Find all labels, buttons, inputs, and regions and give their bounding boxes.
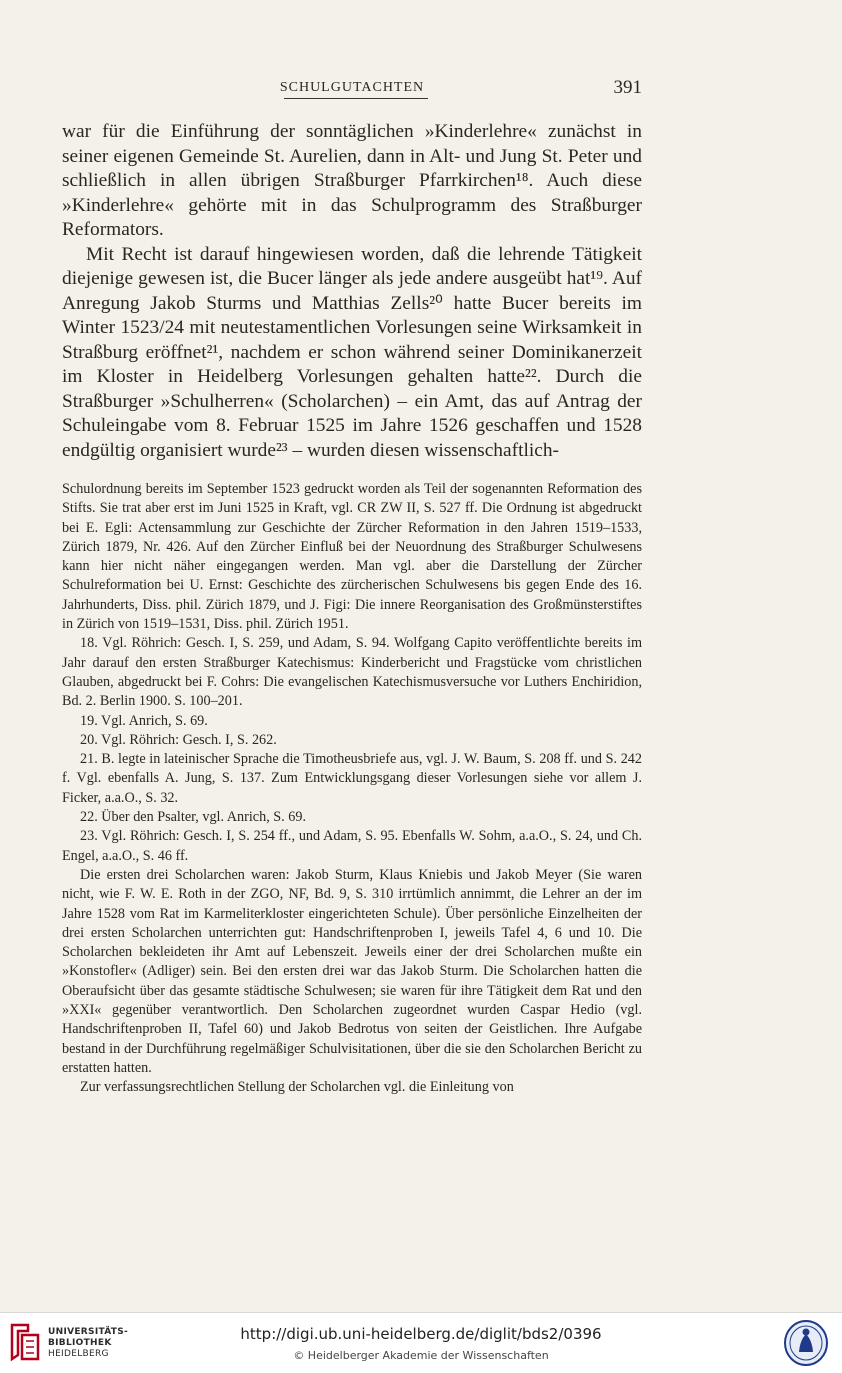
page-number: 391 — [613, 77, 642, 98]
logo-line-1: UNIVERSITÄTS- — [48, 1327, 129, 1337]
footnote-23-final: Zur verfassungsrechtlichen Stellung der Scholarchen vgl. die Einleitung von — [80, 1079, 514, 1096]
logo-line-3: HEIDELBERG — [48, 1349, 109, 1359]
logo-line-2: BIBLIOTHEK — [48, 1338, 112, 1348]
footnote-22: 22. Über den Psalter, vgl. Anrich, S. 69. — [80, 809, 307, 826]
header-rule — [284, 98, 428, 99]
footnote-18: 18. Vgl. Röhrich: Gesch. I, S. 259, und Adam, S. 94. Wolfgang Capito veröffentlichte bereits im Jahr darauf den ersten Straßburger Katechismus: Kinderbericht und Fragstücke vom christlichen Glauben, abgedruckt bei F. Cohrs: Die evangelischen Katechismusversuche vor Luthers Enchiridion, Bd. 2. Berlin 1900. S. 100–201. — [62, 635, 642, 710]
paragraph-2: Mit Recht ist darauf hingewiesen worden, daß die lehrende Tätigkeit diejenige gewesen ist, die Bucer länger als jede andere ausgeübt hat¹⁹. Auf Anregung Jakob Sturms und Matthias Zells²⁰ hatte Bucer bereits im Winter 1523/24 mit neutestamentlichen Vorlesungen seine Wirksamkeit in Straßburg eröffnet²¹, nachdem er schon während seiner Dominikanerzeit im Kloster in Heidelberg Vorlesungen gehalten hatte²². Durch die Straßburger »Schulherren« (Scholarchen) – ein Amt, das auf Antrag der Schuleingabe vom 8. Februar 1525 im Jahre 1526 geschaffen und 1528 endgültig organisiert wurde²³ – wurden diesen wissenschaftlich- — [62, 243, 642, 461]
main-text — [62, 120, 642, 463]
footnote-20: 20. Vgl. Röhrich: Gesch. I, S. 262. — [80, 731, 277, 748]
copyright-notice: © Heidelberger Akademie der Wissenschaften — [293, 1349, 549, 1362]
footnote-19: 19. Vgl. Anrich, S. 69. — [80, 712, 208, 729]
permalink-url[interactable]: http://digi.ub.uni-heidelberg.de/diglit/bds2/0396 — [240, 1325, 602, 1343]
running-head: SCHULGUTACHTEN — [279, 80, 425, 95]
viewer-footer — [0, 1312, 842, 1373]
footnotes — [62, 480, 642, 1098]
academy-seal-icon[interactable] — [782, 1318, 830, 1368]
footnote-23-continuation: Die ersten drei Scholarchen waren: Jakob Sturm, Klaus Kniebis und Jakob Meyer (Sie waren nicht, wie F. W. E. Roth in der ZGO, NF, Bd. 9, S. 310 irrtümlich annimmt, die Lehrer an der im Jahre 1528 vom Rat im Karmeliterkloster eingerichteten Schule). Über persönliche Einzelheiten der drei ersten Scholarchen unterrichten gut: Handschriftenproben I, jeweils Tafel 4, 6 und 10. Die Scholarchen bekleideten ihr Amt auf Lebenszeit. Jeweils einer der drei Scholarchen mußte ein »Konstofler« (Adliger) sein. Bei den ersten drei war das Jakob Sturm. Die Scholarchen hatten die Oberaufsicht über das gesamte städtische Schulwesen; sie waren für ihre Tätigkeit dem Rat und den »XXI« gegenüber verantwortlich. Den Scholarchen zugeordnet wurden Caspar Hedio (vgl. Handschriftenproben II, Tafel 60) und Jakob Bedrotus von seiten der Geistlichen. Ihre Aufgabe bestand in der Durchführung regelmäßiger Schulvisitationen, über die sie den Scholarchen Bericht zu erstatten hatten. — [62, 866, 642, 1076]
paragraph-1: war für die Einführung der sonntäglichen »Kinderlehre« zunächst in seiner eigenen Gemeinde St. Aurelien, dann in Alt- und Jung St. Peter und schließlich in allen übrigen Straßburger Pfarrkirchen¹⁸. Auch diese »Kinderlehre« gehörte mit in das Schulprogramm des Straßburger Reformators. — [62, 121, 642, 240]
footnote-23: 23. Vgl. Röhrich: Gesch. I, S. 254 ff., und Adam, S. 95. Ebenfalls W. Sohm, a.a.O., S. 24, und Ch. Engel, a.a.O., S. 46 ff. — [62, 828, 642, 864]
footnote-21: 21. B. legte in lateinischer Sprache die Timotheusbriefe aus, vgl. J. W. Baum, S. 208 ff. und S. 242 f. Vgl. ebenfalls A. Jung, S. 137. Zum Entwicklungsgang dieser Vorlesungen siehe vor allem J. Ficker, a.a.O., S. 32. — [62, 751, 642, 806]
footnote-continuation: Schulordnung bereits im September 1523 gedruckt worden als Teil der sogenannten Reformation des Stifts. Sie trat aber erst im Juni 1525 in Kraft, vgl. CR ZW II, S. 527 ff. Die Ordnung ist abgedruckt bei E. Egli: Actensammlung zur Geschichte der Zürcher Reformation in den Jahren 1519–1533, Zürich 1879, Nr. 426. Auf den Zürcher Einfluß bei der Neuordnung des Straßburger Schulwesens kann hier nicht näher eingegangen werden. Man vgl. aber die Darstellung der Zürcher Schulreformation bei U. Ernst: Geschichte des zürcherischen Schulwesens bis gegen Ende des 16. Jahrhunderts, Diss. phil. Zürich 1879, und J. Figi: Die innere Reorganisation des Großmünsterstiftes in Zürich von 1519–1531, Diss. phil. Zürich 1951. — [62, 481, 642, 633]
